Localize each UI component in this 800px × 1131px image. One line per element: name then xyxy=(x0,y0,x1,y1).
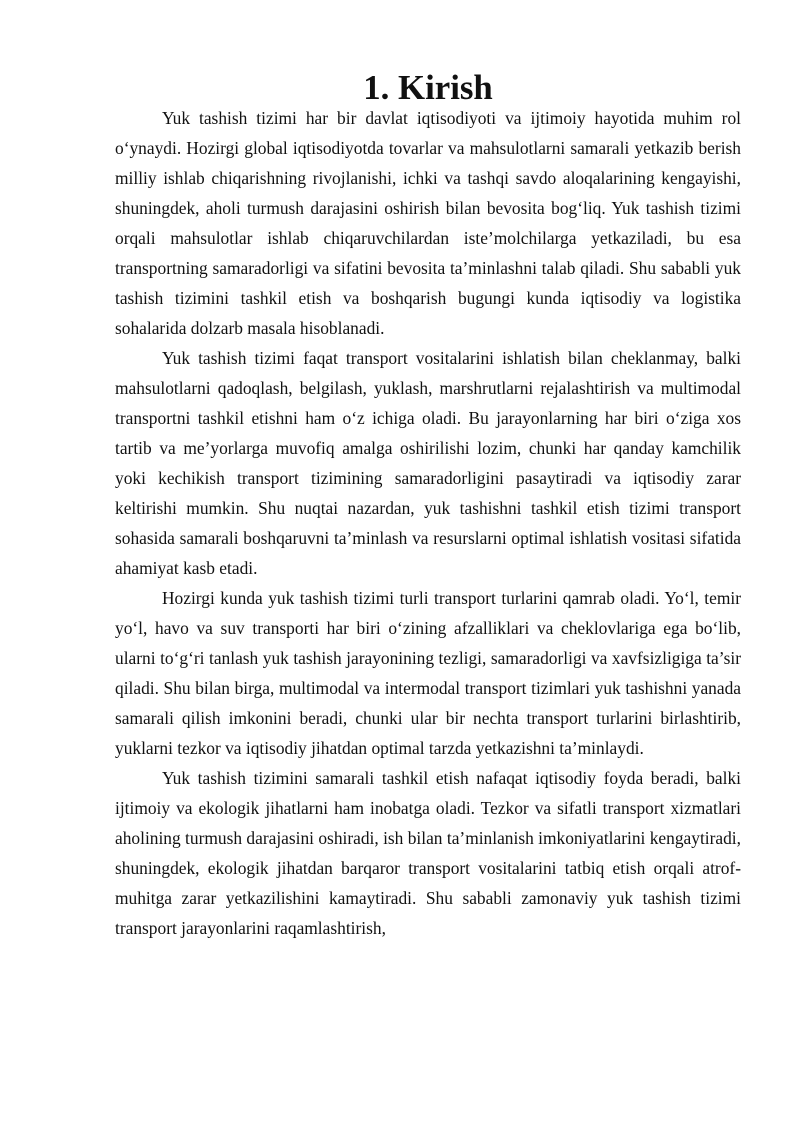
section-title: 1. Kirish xyxy=(363,68,493,107)
document-body xyxy=(115,68,741,943)
paragraph-4: Yuk tashish tizimini samarali tashkil etish nafaqat iqtisodiy foyda beradi, balki ijtimoiy va ekologik jihatlarni ham inobatga oladi. Tezkor va sifatli transport xizmatlari aholining turmush darajasini oshiradi, ish bilan ta’minlanish imkoniyatlarini kengaytiradi, shuningdek, ekologik jihatdan barqaror transport vositalarini tatbiq etish orqali atrof-muhitga zarar yetkazilishini kamaytiradi. Shu sababli zamonaviy yuk tashish tizimi transport jarayonlarini raqamlashtirish, xyxy=(115,768,741,938)
paragraph-2: Yuk tashish tizimi faqat transport vositalarini ishlatish bilan cheklanmay, balki mahsulotlarni qadoqlash, belgilash, yuklash, marshrutlarni rejalashtirish va multimodal transportni tashkil etishni ham o‘z ichiga oladi. Bu jarayonlarning har biri o‘ziga xos tartib va me’yorlarga muvofiq amalga oshirilishi lozim, chunki har qanday kamchilik yoki kechikish transport tizimining samaradorligini pasaytiradi va iqtisodiy zarar keltirishi mumkin. Shu nuqtai nazardan, yuk tashishni tashkil etish tizimi transport sohasida samarali boshqaruvni ta’minlash va resurslarni optimal ishlatish vositasi sifatida ahamiyat kasb etadi. xyxy=(115,348,741,578)
paragraph-1: Yuk tashish tizimi har bir davlat iqtisodiyoti va ijtimoiy hayotida muhim rol o‘ynaydi. Hozirgi global iqtisodiyotda tovarlar va mahsulotlarni samarali yetkazib berish milliy ishlab chiqarishning rivojlanishi, ichki va tashqi savdo aloqalarining kengayishi, shuningdek, aholi turmush darajasini oshirish bilan bevosita bog‘liq. Yuk tashish tizimi orqali mahsulotlar ishlab chiqaruvchilardan iste’molchilarga yetkaziladi, bu esa transportning samaradorligi va sifatini bevosita ta’minlashni talab qiladi. Shu sababli yuk tashish tizimini tashkil etish va boshqarish bugungi kunda iqtisodiy va logistika sohalarida dolzarb masala hisoblanadi. xyxy=(115,108,741,338)
paragraph-3: Hozirgi kunda yuk tashish tizimi turli transport turlarini qamrab oladi. Yo‘l, temir yo‘l, havo va suv transporti har biri o‘zining afzalliklari va cheklovlariga ega bo‘lib, ularni to‘g‘ri tanlash yuk tashish jarayonining tezligi, samaradorligi va xavfsizligiga ta’sir qiladi. Shu bilan birga, multimodal va intermodal transport tizimlari yuk tashishni yanada samarali qilish imkonini beradi, chunki ular bir nechta transport turlarini birlashtirib, yuklarni tezkor va iqtisodiy jihatdan optimal tarzda yetkazishni ta’minlaydi. xyxy=(115,588,741,758)
